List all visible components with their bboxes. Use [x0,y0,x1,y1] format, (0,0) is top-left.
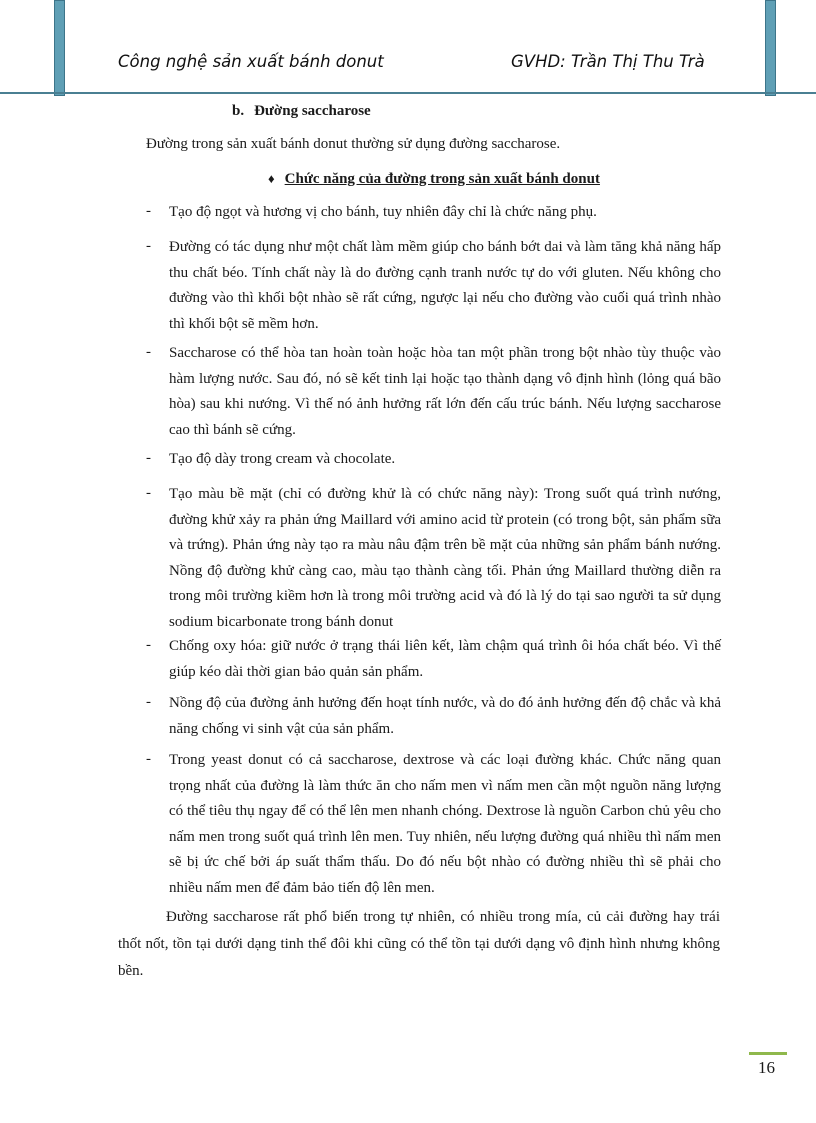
diamond-bullet-icon: ♦ [268,171,275,186]
closing-paragraph: Đường saccharose rất phổ biến trong tự nhiên, có nhiều trong mía, củ cải đường hay trái thốt nốt, tồn tại dưới dạng tinh thể đôi khi cũng có thể tồn tại dưới dạng vô định hình nhưng không bền. [118,909,720,979]
list-item-text: Tạo độ ngọt và hương vị cho bánh, tuy nhiên đây chỉ là chức năng phụ. [169,204,597,220]
page-number-rule [749,1052,787,1055]
list-item-text: Đường có tác dụng như một chất làm mềm giúp cho bánh bớt dai và làm tăng khả năng hấp thu chất béo. Tính chất này là do đường cạnh tranh nước tự do với gluten. Nếu không cho đường vào thì khối bột nhào sẽ rất cứng, ngược lại nếu cho đường vào cuối quá trình nhào thì khối bột sẽ mềm hơn. [169,239,721,332]
list-item-text: Nồng độ của đường ảnh hưởng đến hoạt tính nước, và do đó ảnh hưởng đến độ chắc và khả năng chống vi sinh vật của sản phẩm. [169,695,721,737]
header-left-bar [54,0,65,96]
list-item-text: Tạo màu bề mặt (chỉ có đường khử là có chức năng này): Trong suốt quá trình nướng, đường khử xảy ra phản ứng Maillard với amino acid từ protein (có trong bột, sản phẩm sữa và trứng). Phản ứng này tạo ra màu nâu đậm trên bề mặt của những sản phẩm bánh nướng. Nồng độ đường khử càng cao, màu tạo thành càng tối. Phản ứng Maillard thường diễn ra trong môi trường kiềm hơn là trong môi trường acid và đó là lý do tại sao người ta sử dụng sodium bicarbonate trong bánh donut [169,486,721,630]
list-dash: - [146,694,151,710]
function-heading [268,171,600,188]
list-dash: - [146,203,151,219]
list-item-text: Tạo độ dày trong cream và chocolate. [169,451,396,467]
document-title: Công nghệ sản xuất bánh donut [118,52,384,71]
section-title: Đường saccharose [254,103,371,119]
header-divider [0,92,816,94]
list-dash: - [146,238,151,254]
section-index: b. [232,103,245,119]
function-heading-text: Chức năng của đường trong sản xuất bánh donut [284,171,600,187]
instructor-label: GVHD: Trần Thị Thu Trà [511,52,705,71]
list-item-text: Trong yeast donut có cả saccharose, dextrose và các loại đường khác. Chức năng quan trọng nhất của đường là làm thức ăn cho nấm men vì nấm men cần một nguồn năng lượng có thể tiêu thụ ngay để có thể lên men nhanh chóng. Dextrose là nguồn Carbon chủ yêu cho nấm men trong suốt quá trình lên men. Tuy nhiên, nếu lượng đường quá nhiều thì nấm men sẽ bị ức chế bởi áp suất thẩm thấu. Do đó nếu bột nhào có đường nhiều thì sẽ phải cho nhiều nấm men để đảm bảo tiến độ lên men. [169,752,721,896]
section-intro: Đường trong sản xuất bánh donut thường sử dụng đường saccharose. [146,136,561,152]
list-dash: - [146,450,151,466]
section-heading [232,103,371,120]
list-dash: - [146,751,151,767]
list-dash: - [146,485,151,501]
list-item-text: Saccharose có thể hòa tan hoàn toàn hoặc hòa tan một phần trong bột nhào tùy thuộc vào hàm lượng nước. Sau đó, nó sẽ kết tinh lại hoặc tạo thành dạng vô định hình (lỏng quá bão hòa) sau khi nướng. Vì thế nó ảnh hưởng rất lớn đến cấu trúc bánh. Nếu lượng saccharose cao thì bánh sẽ cứng. [169,345,721,438]
header-right-bar [765,0,776,96]
list-dash: - [146,344,151,360]
list-dash: - [146,637,151,653]
list-item-text: Chống oxy hóa: giữ nước ở trạng thái liên kết, làm chậm quá trình ôi hóa chất béo. Vì thế giúp kéo dài thời gian bảo quản sản phẩm. [169,638,721,680]
page-number: 16 [758,1058,775,1077]
